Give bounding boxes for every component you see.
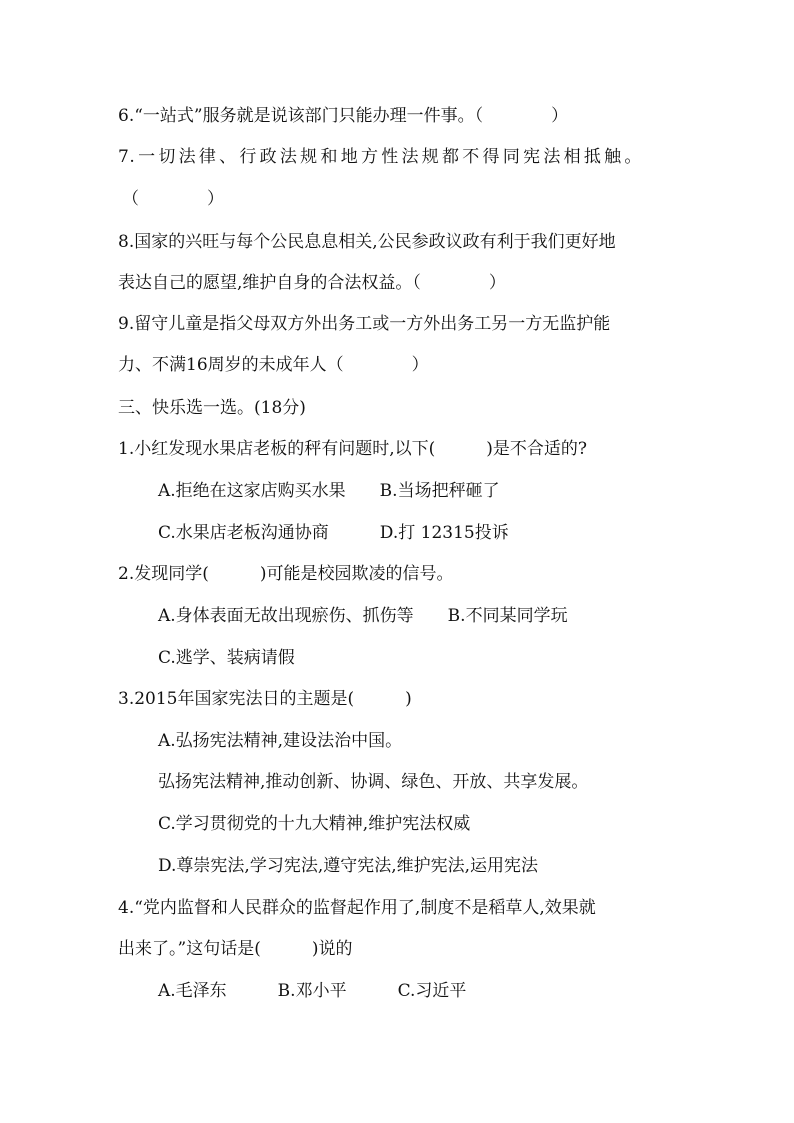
mc-item-2-options-line-1: A.身体表面无故出现瘀伤、抓伤等 B.不同某同学玩 [158,606,568,626]
tf-item-9-line-2: 力、不满16周岁的未成年人（ ） [118,355,429,375]
mc-item-3-option-d: D.尊崇宪法,学习宪法,遵守宪法,维护宪法,运用宪法 [158,856,539,876]
tf-item-8-line-1: 8.国家的兴旺与每个公民息息相关,公民参政议政有利于我们更好地 [118,232,616,252]
mc-item-3-stem: 3.2015年国家宪法日的主题是( ) [118,689,412,709]
mc-item-4-options: A.毛泽东 B.邓小平 C.习近平 [158,981,467,1001]
mc-item-3-option-b: 弘扬宪法精神,推动创新、协调、绿色、开放、共享发展。 [158,772,589,792]
mc-item-3-option-a: A.弘扬宪法精神,建设法治中国。 [158,731,403,751]
tf-item-7-line-2: （ ） [122,189,224,209]
mc-item-3-option-c: C.学习贯彻党的十九大精神,维护宪法权威 [158,814,471,834]
mc-item-2-options-line-2: C.逃学、装病请假 [158,648,295,668]
mc-item-2-stem: 2.发现同学( )可能是校园欺凌的信号。 [118,564,454,584]
mc-item-1-options-line-1: A.拒绝在这家店购买水果 B.当场把秤砸了 [158,481,500,501]
tf-item-6: 6.“一站式”服务就是说该部门只能办理一件事。（ ） [118,106,569,126]
mc-item-4-stem-line-1: 4.“党内监督和人民群众的监督起作用了,制度不是稻草人,效果就 [118,898,596,918]
tf-item-7-line-1: 7.一切法律、行政法规和地方性法规都不得同宪法相抵触。 [118,147,642,167]
section-3-title: 三、快乐选一选。(18分) [118,398,306,418]
mc-item-4-stem-line-2: 出来了。”这句话是( )说的 [118,939,353,959]
tf-item-9-line-1: 9.留守儿童是指父母双方外出务工或一方外出务工另一方无监护能 [118,314,611,334]
mc-item-1-options-line-2: C.水果店老板沟通协商 D.打 12315投诉 [158,523,509,543]
tf-item-8-line-2: 表达自己的愿望,维护自身的合法权益。（ ） [118,273,506,293]
mc-item-1-stem: 1.小红发现水果店老板的秤有问题时,以下( )是不合适的? [118,439,588,459]
